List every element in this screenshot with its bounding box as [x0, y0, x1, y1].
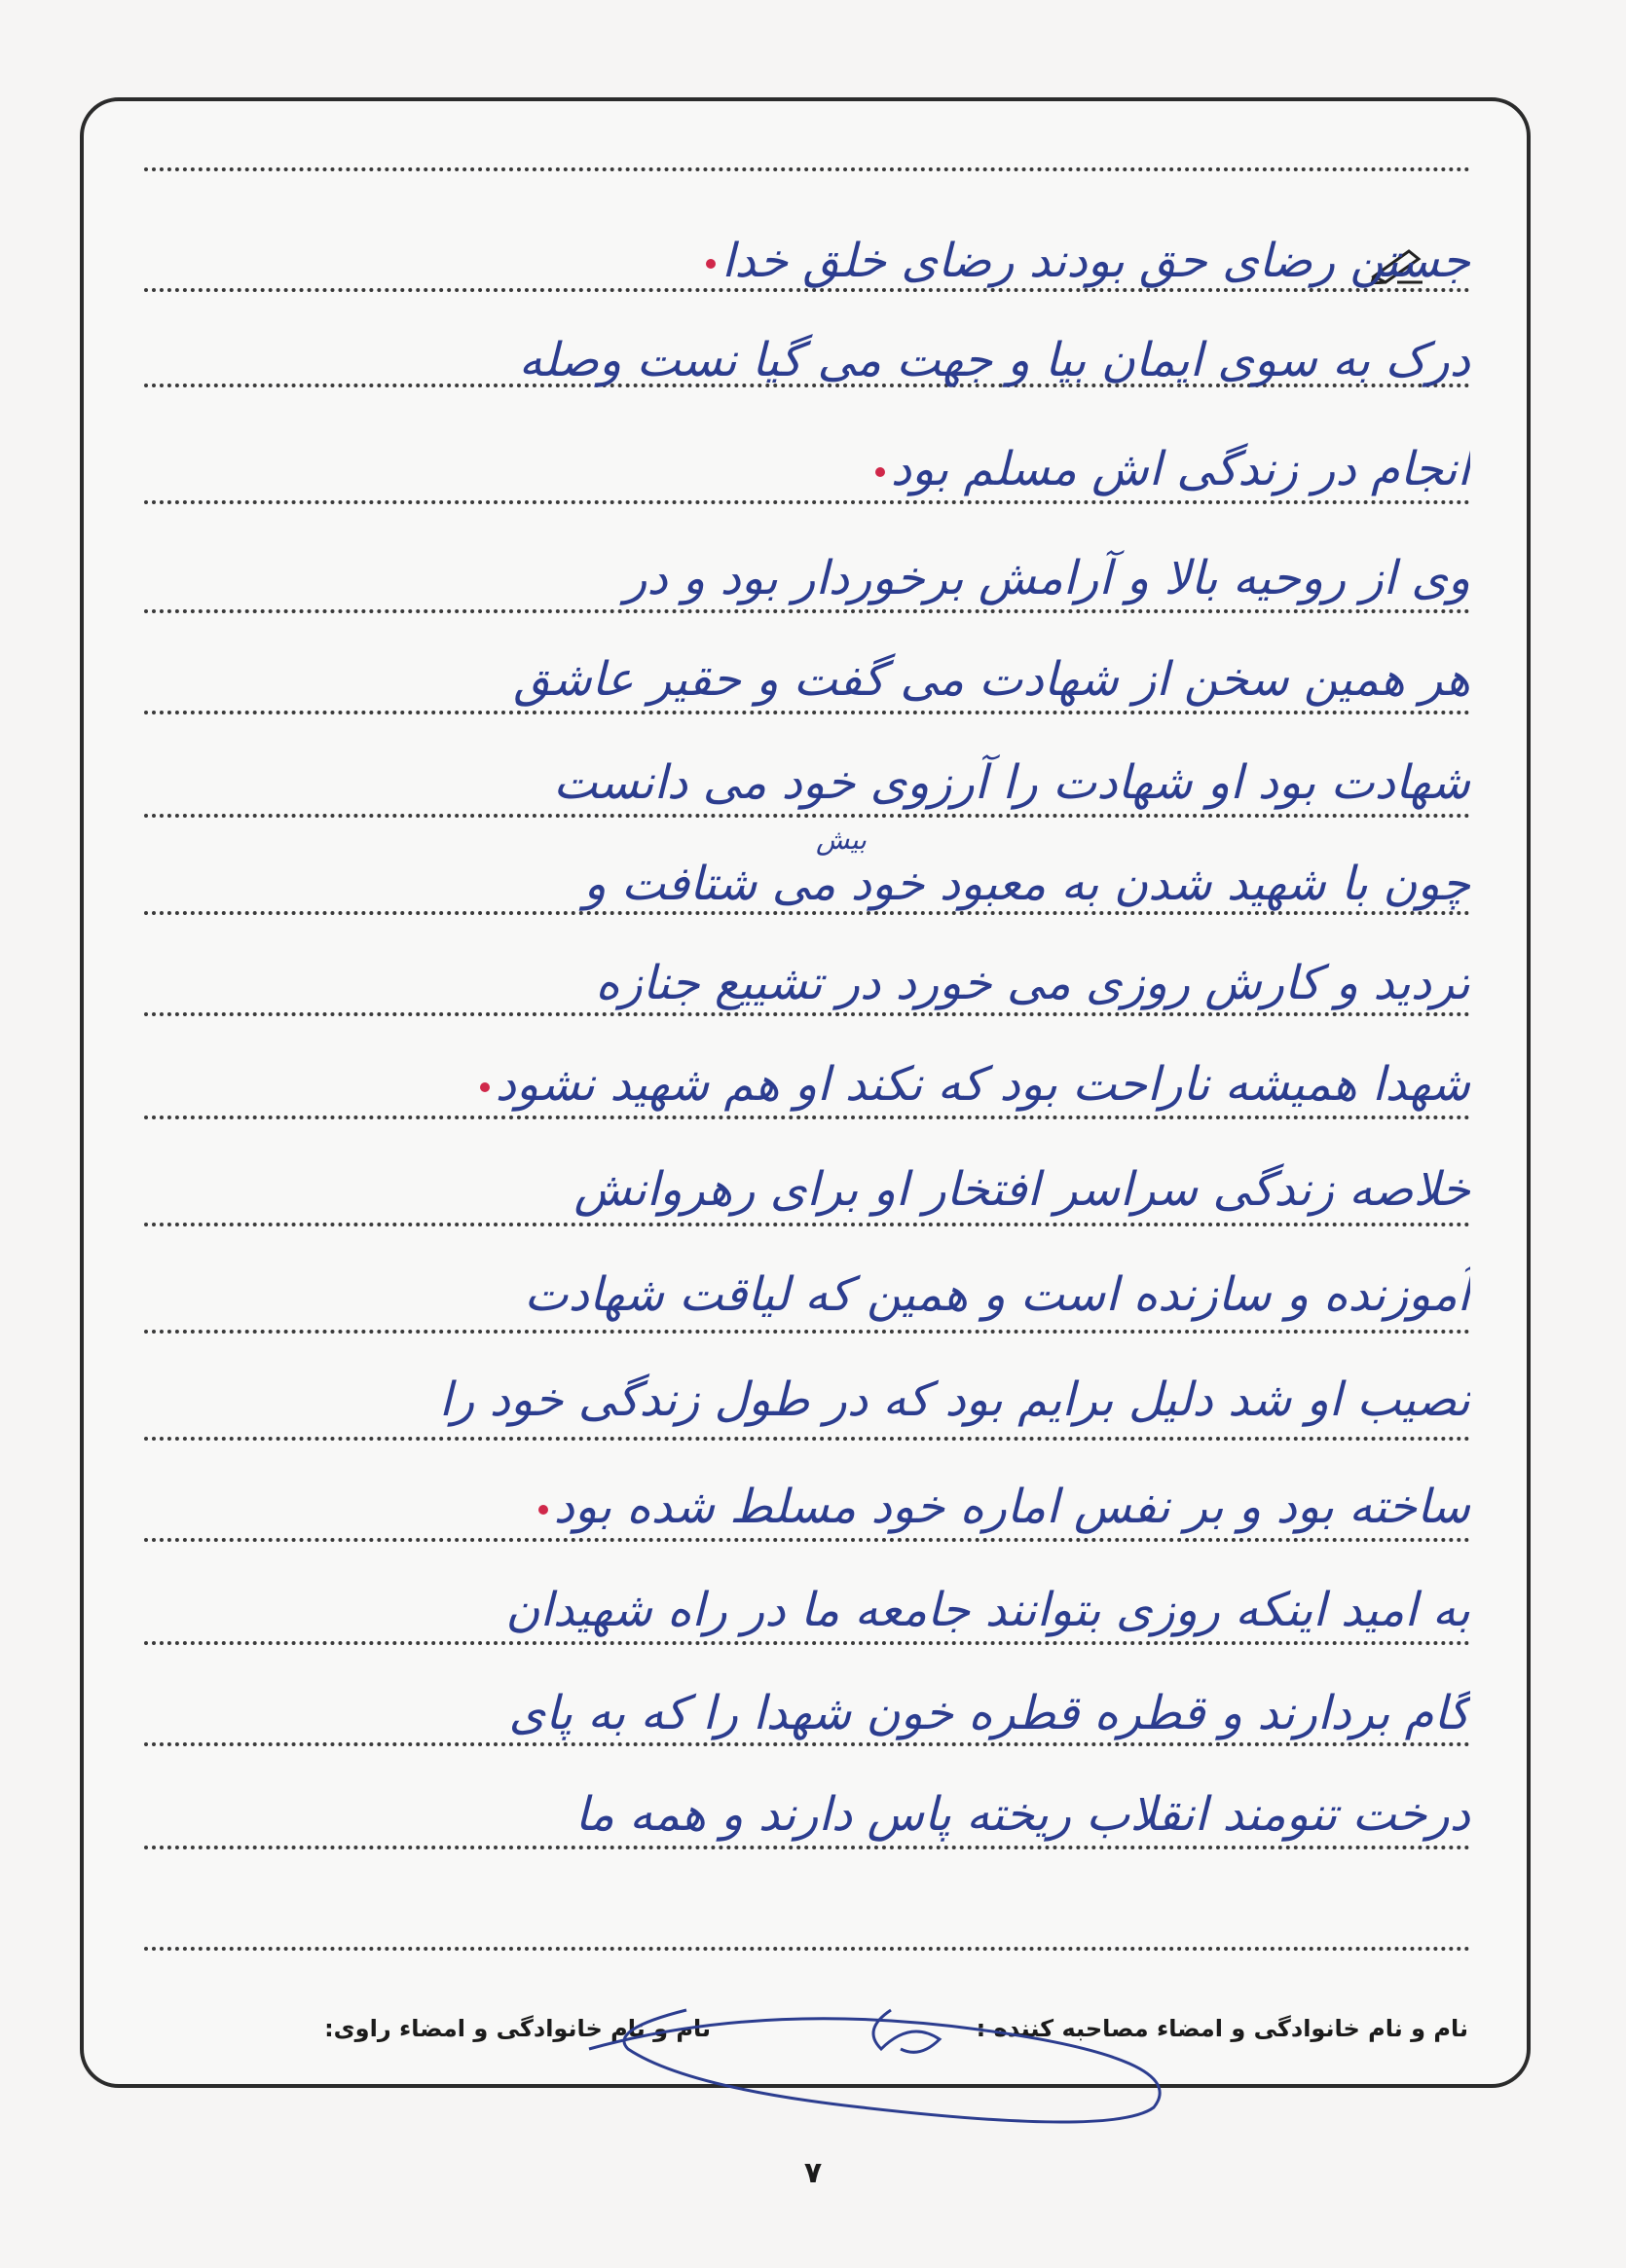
ruled-lines [144, 0, 1470, 2268]
handwritten-line-2: درک به سوی ایمان بیا و جهت می گیا نست وصله [518, 333, 1470, 387]
ruled-line [144, 1947, 1470, 1951]
handwritten-line-15: گام بردارند و قطره قطره خون شهدا را که به پای [508, 1686, 1470, 1740]
red-bullet [480, 1082, 490, 1092]
handwritten-line-9: شهدا همیشه ناراحت بود که نکند او هم شهید نشود [127, 1053, 1470, 1121]
handwritten-line-11: آموزنده و سازنده است و همین که لیاقت شهادت [524, 1267, 1470, 1322]
handwritten-line-4: وی از روحیه بالا و آرامش برخوردار بود و در [624, 551, 1470, 605]
red-bullet [875, 467, 885, 477]
handwritten-line-12: نصیب او شد دلیل برایم بود که در طول زندگی خود را [438, 1372, 1470, 1427]
handwritten-line-3: انجام در زندگی اش مسلم بود [127, 438, 1470, 506]
signature [570, 1991, 1212, 2137]
handwritten-line-5: هر همین سخن از شهادت می گفت و حقیر عاشق [513, 652, 1470, 707]
red-bullet [538, 1505, 548, 1515]
interline-addition: بیش [816, 823, 867, 856]
handwritten-line-7: چون با شهید شدن به معبود خود می شتافت و [583, 857, 1470, 911]
handwritten-line-6: شهادت بود او شهادت را آرزوی خود می دانست [553, 755, 1470, 810]
handwritten-line-10: خلاصه زندگی سراسر افتخار او برای رهروانش [573, 1162, 1470, 1217]
handwritten-line-13: ساخته بود و بر نفس اماره خود مسلط شده بود [127, 1476, 1470, 1544]
interviewer-label: نام و نام خانوادگی و امضاء مصاحبه کننده : [976, 2015, 1468, 2042]
narrator-label: نام و نام خانوادگی و امضاء راوی: [324, 2015, 711, 2042]
red-bullet [706, 259, 716, 269]
handwritten-line-16: درخت تنومند انقلاب ریخته پاس دارند و همه ما [574, 1787, 1470, 1842]
ruled-line [144, 1437, 1470, 1441]
page-number: ۷ [803, 2156, 823, 2190]
ruled-line [144, 167, 1470, 171]
handwritten-line-14: به امید اینکه روزی بتوانند جامعه ما در راه شهیدان [505, 1583, 1470, 1637]
handwritten-line-1: جستن رضای حق بودند رضای خلق خدا [127, 230, 1470, 298]
handwritten-line-8: تردید و کارش روزی می خورد در تشییع جنازه [595, 956, 1470, 1010]
